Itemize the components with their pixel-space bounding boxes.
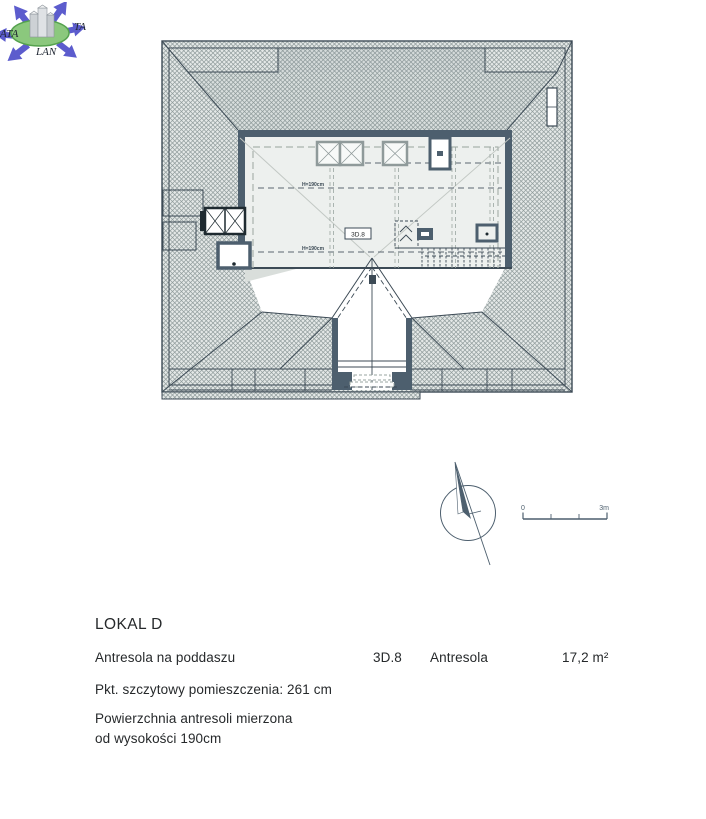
developer-logo <box>0 2 104 68</box>
scale-bar <box>521 505 609 519</box>
scale-start-label: 0 <box>521 505 525 512</box>
room-label: 3D.8 <box>351 231 365 239</box>
height-label-upper: H=190cm <box>301 182 325 188</box>
logo-buildings-icon <box>30 5 54 37</box>
scale-end-label: 3m <box>599 505 609 512</box>
note-peak-height: Pkt. szczytowy pomieszczenia: 261 cm <box>95 682 332 697</box>
note-area-line1: Powierzchnia antresoli mierzona <box>95 711 293 726</box>
room-label-box <box>345 228 371 239</box>
logo-text-bottom: LAN <box>36 46 57 58</box>
unit-title: LOKAL D <box>95 616 163 633</box>
compass-and-scale <box>425 450 625 575</box>
logo-text-left: ATA <box>0 28 19 40</box>
note-area-line2: od wysokości 190cm <box>95 731 222 746</box>
height-label-lower: H=190cm <box>301 246 325 252</box>
roof-floor-plan <box>150 35 585 405</box>
attic-room <box>238 130 512 268</box>
unit-subtitle: Antresola na poddaszu <box>95 650 236 665</box>
legend-room-name: Antresola <box>430 650 488 665</box>
legend-room-area: 17,2 m² <box>562 650 609 665</box>
skylight-windows <box>317 142 407 165</box>
legend-room-id: 3D.8 <box>373 650 402 665</box>
north-compass-icon <box>441 462 496 565</box>
logo-text-right: TA <box>74 21 87 33</box>
